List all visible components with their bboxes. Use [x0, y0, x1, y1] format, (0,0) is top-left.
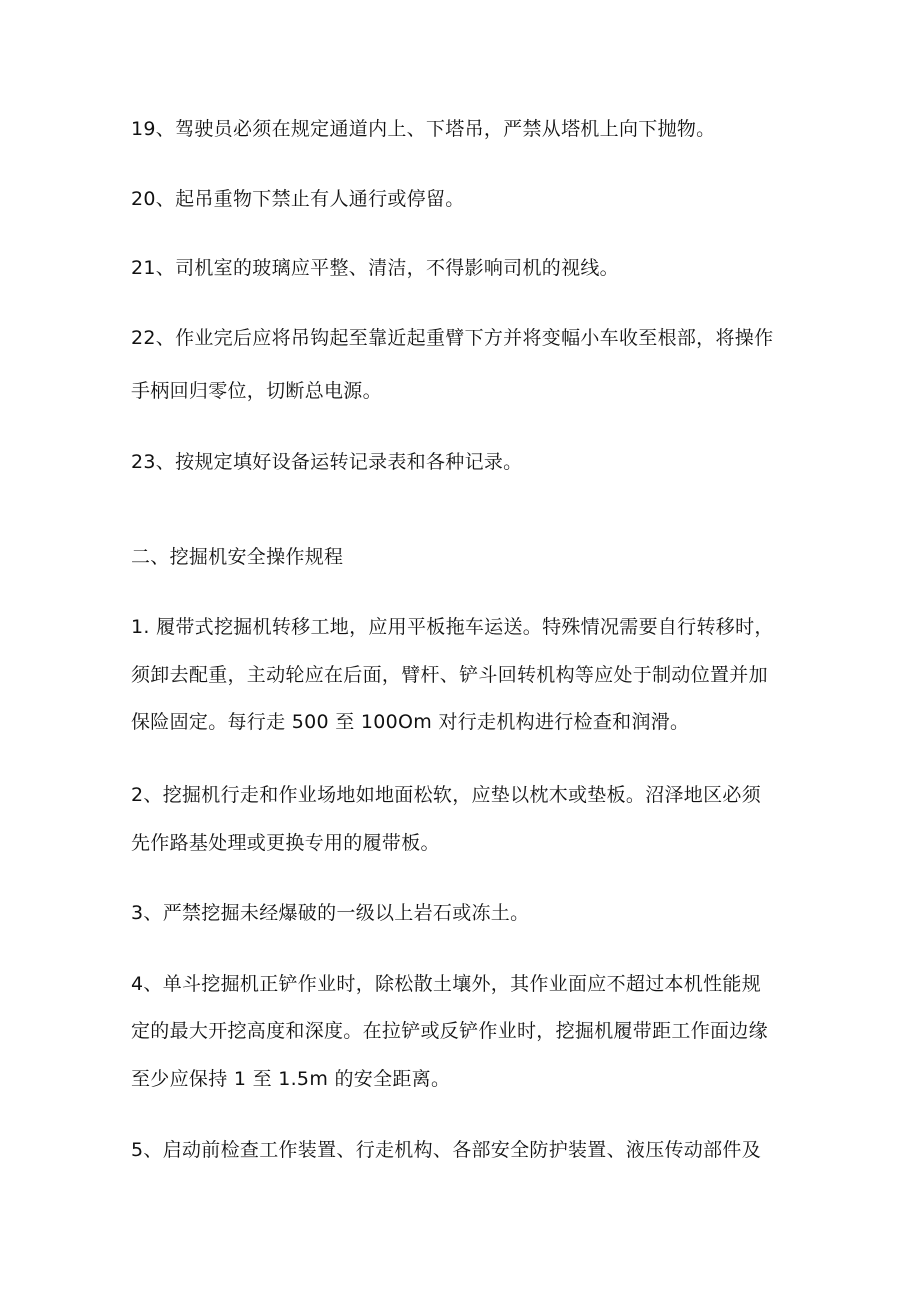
section-heading: 二、挖掘机安全操作规程 [131, 546, 344, 568]
paragraph-22-line-2: 手柄回归零位，切断总电源。 [131, 380, 382, 402]
paragraph-2-line-2: 先作路基处理或更换专用的履带板。 [131, 832, 440, 854]
paragraph-1-line-1: 1. 履带式挖掘机转移工地，应用平板拖车运送。特殊情况需要自行转移时， [131, 616, 774, 638]
paragraph-5-line-1: 5、启动前检查工作装置、行走机构、各部安全防护装置、液压传动部件及 [131, 1139, 761, 1161]
paragraph-4-line-3: 至少应保持 1 至 1.5m 的安全距离。 [131, 1068, 451, 1090]
paragraph-22-line-1: 22、作业完后应将吊钩起至靠近起重臂下方并将变幅小车收至根部，将操作 [131, 327, 774, 349]
paragraph-4-line-1: 4、单斗挖掘机正铲作业时，除松散土壤外，其作业面应不超过本机性能规 [131, 973, 761, 995]
paragraph-19: 19、驾驶员必须在规定通道内上、下塔吊，严禁从塔机上向下抛物。 [131, 118, 716, 140]
paragraph-23: 23、按规定填好设备运转记录表和各种记录。 [131, 451, 523, 473]
paragraph-21: 21、司机室的玻璃应平整、清洁，不得影响司机的视线。 [131, 257, 619, 279]
paragraph-2-line-1: 2、挖掘机行走和作业场地如地面松软，应垫以枕木或垫板。沼泽地区必须 [131, 784, 761, 806]
paragraph-4-line-2: 定的最大开挖高度和深度。在拉铲或反铲作业时，挖掘机履带距工作面边缘 [131, 1020, 768, 1042]
paragraph-1-line-2: 须卸去配重，主动轮应在后面，臂杆、铲斗回转机构等应处于制动位置并加 [131, 664, 768, 686]
paragraph-1-line-3: 保险固定。每行走 500 至 100Om 对行走机构进行检查和润滑。 [131, 711, 690, 733]
paragraph-3: 3、严禁挖掘未经爆破的一级以上岩石或冻土。 [131, 902, 530, 924]
paragraph-20: 20、起吊重物下禁止有人通行或停留。 [131, 188, 465, 210]
